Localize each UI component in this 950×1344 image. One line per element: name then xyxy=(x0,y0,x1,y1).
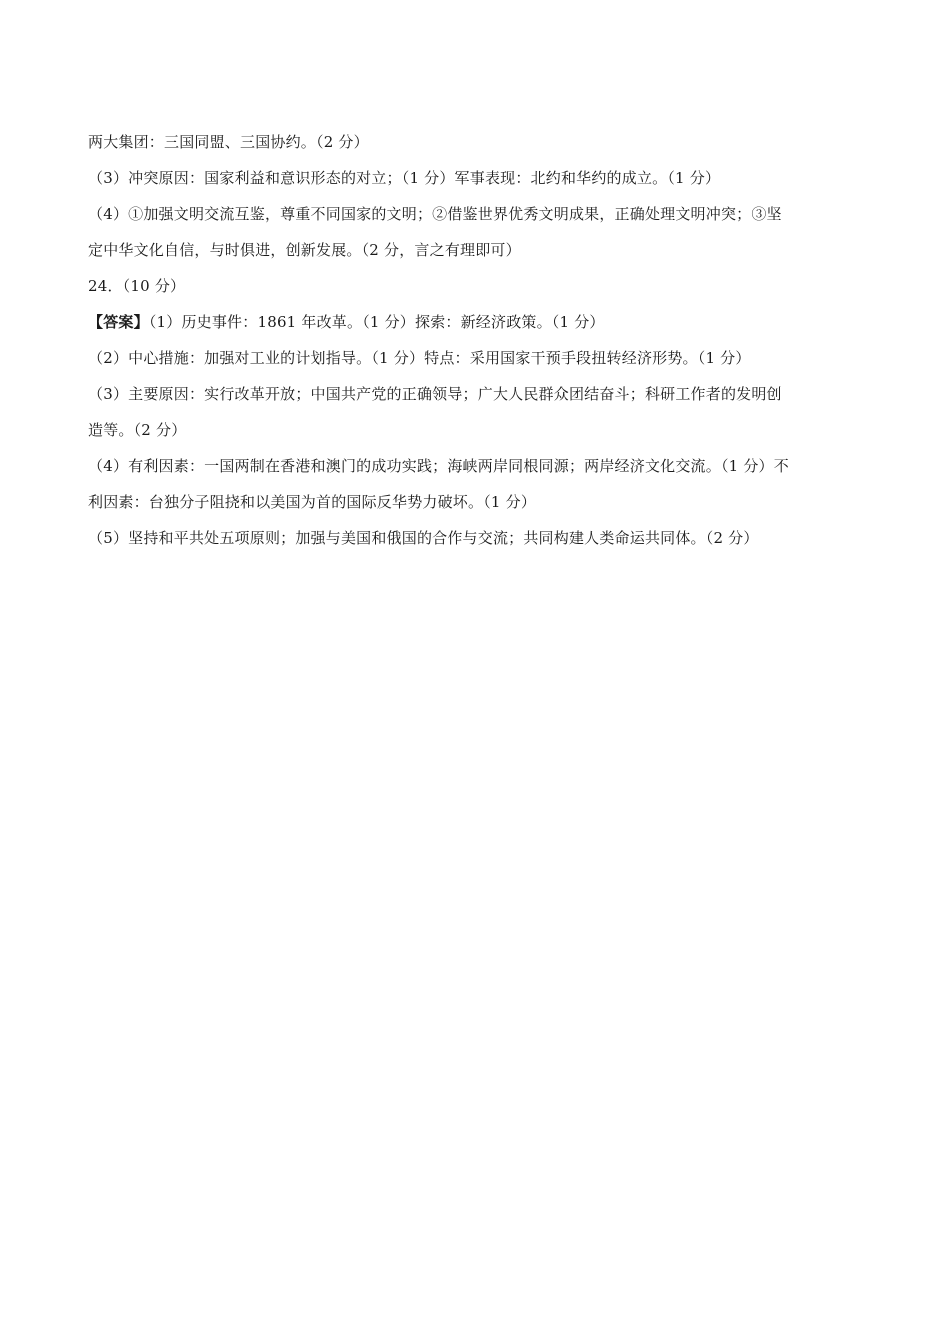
question-number-24: 24．（10 分） xyxy=(88,277,186,295)
text-line-4: 定中华文化自信，与时俱进，创新发展。（2 分，言之有理即可） xyxy=(88,241,521,259)
answer-text-block xyxy=(88,124,868,556)
answer-line-1-text: （1）历史事件：1861 年改革。（1 分）探索：新经济政策。（1 分） xyxy=(148,313,605,331)
answer-line-1 xyxy=(88,304,868,340)
text-line-1: 两大集团：三国同盟、三国协约。（2 分） xyxy=(88,133,369,151)
text-line-3: （4）①加强文明交流互鉴，尊重不同国家的文明；②借鉴世界优秀文明成果，正确处理文明冲突；③坚 xyxy=(88,205,782,223)
answer-line-3: （3）主要原因：实行改革开放；中国共产党的正确领导；广大人民群众团结奋斗；科研工作者的发明创 xyxy=(88,385,782,403)
answer-line-4: 造等。（2 分） xyxy=(88,421,187,439)
answer-line-7: （5）坚持和平共处五项原则；加强与美国和俄国的合作与交流；共同构建人类命运共同体。（2 分） xyxy=(88,529,759,547)
answer-line-5: （4）有利因素：一国两制在香港和澳门的成功实践；海峡两岸同根同源；两岸经济文化交流。（1 分）不 xyxy=(88,457,789,475)
answer-line-6: 利因素：台独分子阻挠和以美国为首的国际反华势力破坏。（1 分） xyxy=(88,493,537,511)
text-line-2: （3）冲突原因：国家利益和意识形态的对立；（1 分）军事表现：北约和华约的成立。（1 分） xyxy=(88,169,721,187)
answer-line-2: （2）中心措施：加强对工业的计划指导。（1 分）特点：采用国家干预手段扭转经济形势。（1 分） xyxy=(88,349,751,367)
answer-label: 【答案】 xyxy=(88,313,149,331)
